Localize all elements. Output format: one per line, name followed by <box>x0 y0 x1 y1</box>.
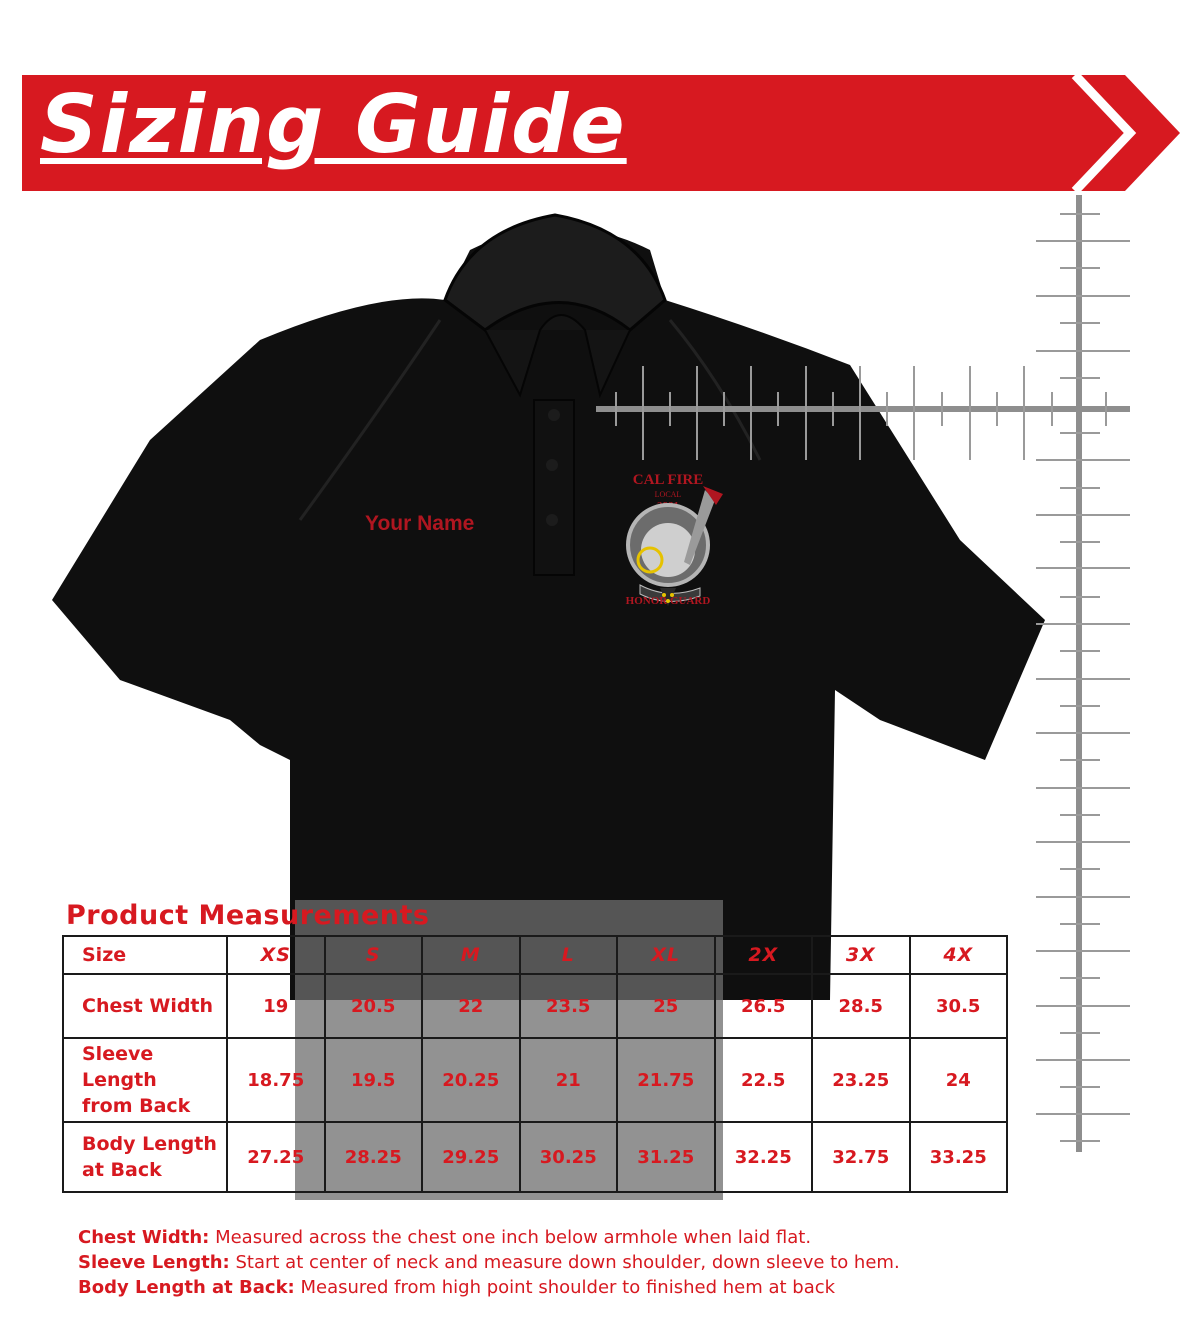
note-chest-width: Chest Width: Measured across the chest one inch below armhole when laid flat. <box>78 1227 812 1248</box>
table-cell: 24 <box>910 1038 1008 1122</box>
table-cell: 22 <box>422 974 520 1038</box>
table-row <box>63 1038 1007 1122</box>
size-header-row <box>63 936 1007 974</box>
table-row <box>63 1122 1007 1192</box>
table-cell: 26.5 <box>715 974 813 1038</box>
table-cell: 30.25 <box>520 1122 618 1192</box>
svg-text:HONOR GUARD: HONOR GUARD <box>625 595 711 607</box>
size-xs: XS <box>227 936 325 974</box>
table-cell: 28.25 <box>325 1122 423 1192</box>
size-l: L <box>520 936 618 974</box>
table-cell: 19 <box>227 974 325 1038</box>
table-cell: 31.25 <box>617 1122 715 1192</box>
size-m: M <box>422 936 520 974</box>
chest-width-label: Chest Width <box>63 974 227 1038</box>
table-cell: 28.5 <box>812 974 910 1038</box>
name-embroidery: Your Name <box>365 512 475 535</box>
size-header-label: Size <box>63 936 227 974</box>
size-xl: XL <box>617 936 715 974</box>
measurement-notes <box>78 1225 1178 1300</box>
polo-shirt-image <box>0 200 1200 1000</box>
size-2x: 2X <box>715 936 813 974</box>
table-cell: 20.5 <box>325 974 423 1038</box>
table-cell: 20.25 <box>422 1038 520 1122</box>
sleeve-length-label: Sleeve Length from Back <box>63 1038 227 1122</box>
table-cell: 18.75 <box>227 1038 325 1122</box>
note-body-length: Body Length at Back: Measured from high point shoulder to finished hem at back <box>78 1277 836 1298</box>
size-s: S <box>325 936 423 974</box>
svg-text:LOCAL: LOCAL <box>654 490 682 499</box>
table-cell: 29.25 <box>422 1122 520 1192</box>
table-cell: 21.75 <box>617 1038 715 1122</box>
page-title: Sizing Guide <box>40 78 627 171</box>
note-sleeve-length: Sleeve Length: Start at center of neck and measure down shoulder, down sleeve to hem. <box>78 1252 900 1273</box>
body-length-label: Body Length at Back <box>63 1122 227 1192</box>
table-cell: 23.25 <box>812 1038 910 1122</box>
table-cell: 33.25 <box>910 1122 1008 1192</box>
table-cell: 21 <box>520 1038 618 1122</box>
product-measurements-title: Product Measurements <box>66 900 430 931</box>
table-row <box>63 974 1007 1038</box>
size-3x: 3X <box>812 936 910 974</box>
table-cell: 22.5 <box>715 1038 813 1122</box>
svg-text:CAL FIRE: CAL FIRE <box>632 472 704 488</box>
table-cell: 32.75 <box>812 1122 910 1192</box>
size-chart-table <box>62 935 1008 1193</box>
table-cell: 30.5 <box>910 974 1008 1038</box>
table-cell: 32.25 <box>715 1122 813 1192</box>
table-cell: 27.25 <box>227 1122 325 1192</box>
table-cell: 23.5 <box>520 974 618 1038</box>
table-cell: 25 <box>617 974 715 1038</box>
size-4x: 4X <box>910 936 1008 974</box>
table-cell: 19.5 <box>325 1038 423 1122</box>
